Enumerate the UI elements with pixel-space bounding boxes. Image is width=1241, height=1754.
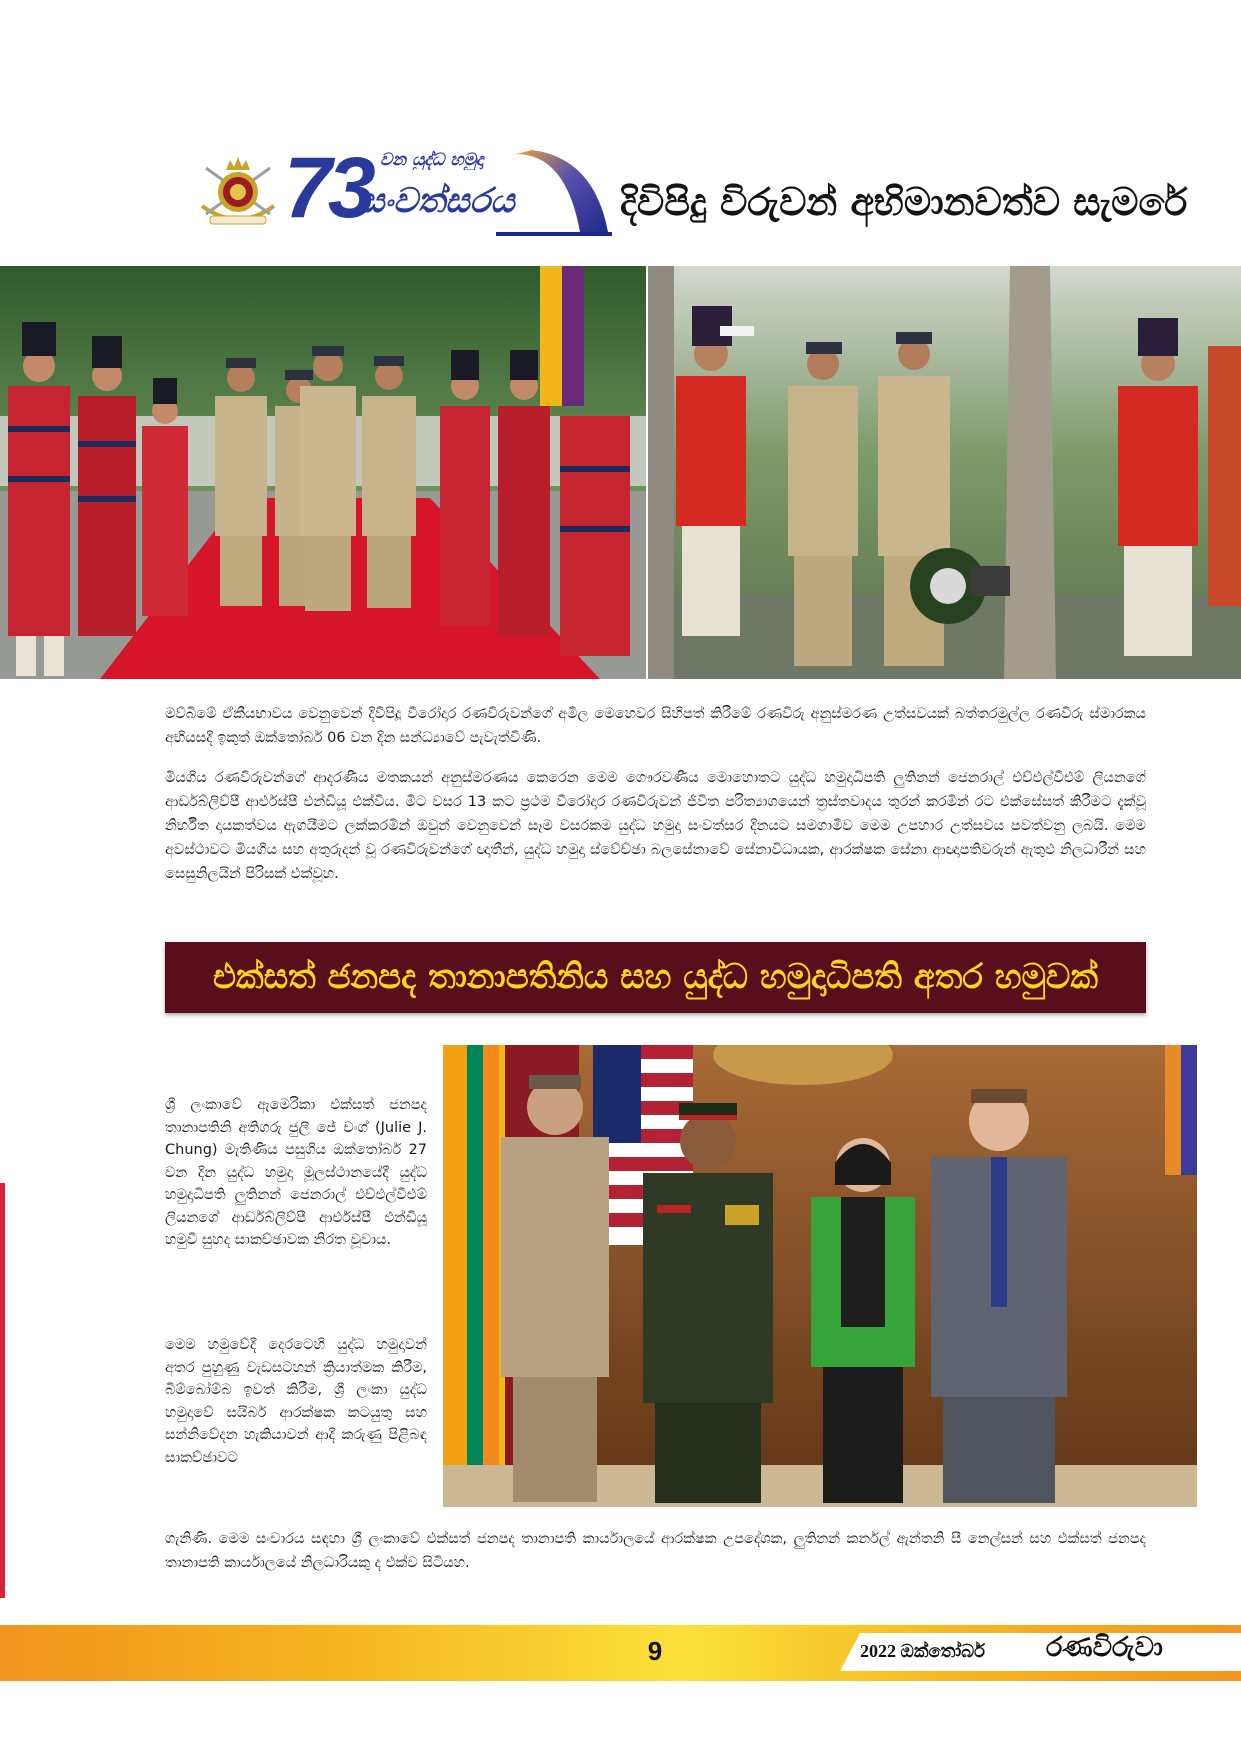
- article-paragraph: මව්බිමේ ඒකීයභාවය වෙනුවෙන් දිවිපිදූ වීරෝදාර රණවිරුවන්ගේ අමිල මෙහෙවර සිහිපත් කිරීමේ රණවිරු අනුස්මරණ උත්සවයක් බත්තරමුල්ල රණවිරු ස්මාරකය අභියසදී ඉකුත් ඔක්තෝබර් 06 වන දින සන්ධ්‍යාවේ පැවැත්විණි.: [165, 706, 1146, 746]
- logo-prefix-text: වන යුද්ධ හමුදා: [380, 150, 484, 170]
- magazine-name: රණවිරුවා: [1046, 1632, 1163, 1663]
- section-heading-banner: [165, 942, 1146, 1013]
- photo-salute-at-memorial: [648, 266, 1241, 679]
- page-title: දිවිපිදු විරුවන් අභිමානවත්ව සැමරේ: [620, 180, 1188, 224]
- article-continuation: ගැනිණි. මෙම සංචාරය සඳහා ශ්‍රී ලංකාවේ එක්සත් ජනපද තානාපති කාර්යාලයේ ආරක්ෂක උපදේශක, ලුතිනන් කර්නල් ඇන්තනි සී නෙල්සන් සහ එක්සත් ජනපද තානාපති කාර්යාලයේ නිලධාරියකු ද එක්ව සිටියහ.: [165, 1531, 1146, 1571]
- page-edge-strip: [0, 1183, 5, 1598]
- photo-ceremony-procession: [0, 266, 646, 679]
- officer-figure: [788, 342, 858, 666]
- section-heading: එක්සත් ජනපද තානාපතිනිය සහ යුද්ධ හමුදාධිපති අතර හමුවක්: [213, 957, 1098, 997]
- issue-date: 2022 ඔක්තෝබර්: [860, 1641, 985, 1661]
- article-column-paragraph: මෙම හමුවේදී දෙරටෙහි යුද්ධ හමුදාවන් අතර පුහුණු වැඩසටහන් ක්‍රියාත්මක කිරීම, බිම්බෝම්බ ඉවත් කිරීම, ශ්‍රී ලංකා යුද්ධ හමුදාවේ සයිබර් ආරක්ෂක කටයුතු සහ සන්නිවේදන හැකියාවන් ආදී කරුණු පිළිබඳ සාකච්ඡාවට: [165, 1337, 427, 1466]
- stone-pillar: [1004, 266, 1056, 679]
- army-emblem-icon: [196, 154, 280, 234]
- article-column-paragraph: ශ්‍රී ලංකාවේ ඇමෙරිකා එක්සත් ජනපද තානාපතිනි අතිගරු ජුලී ජේ චංග් (Julie J. Chung) මැතිණිය පසුගිය ඔක්තෝබර් 27 වන දින යුද්ධ හමුදා මූලස්ථානයේදී යුද්ධ හමුදාධිපති ලුතිනන් ජෙනරාල් එච්එල්වීඑම් ලියනගේ ආර්ඩබ්ලිව්පී ආර්එස්පී එන්ඩියූ හමුවී සුහද සාකච්ඡාවක නිරත වූවාය.: [165, 1097, 427, 1248]
- article-paragraph: මියගිය රණවිරුවන්ගේ ආදරණීය මතකයන් අනුස්මරණය කෙරෙන මෙම ගෞරවණීය මොහොතට යුද්ධ හමුදාධිපති ලුතිනන් ජෙනරාල් එච්එල්වීඑම් ලියනගේ ආර්ඩබ්ලිව්පී ආර්එස්පී එන්ඩියූ එක්විය. මීට වසර 13 කට ප්‍රථම වීරෝදාර රණවිරුවන් ජීවිත පරිත්‍යාගයෙන් ත්‍රස්තවාදය තුරන් කරමින් රට එක්සේසත් කිරීමට දැක්වූ නිර්භීත දායකත්වය ඇගයීමට ලක්කරමින් ඔවුන් වෙනුවෙන් සෑම වසරකම යුද්ධ හමුදා සංවත්සර දිනයට සමගාමීව මෙම උපහාර උත්සවය පවත්වනු ලබයි. මෙම අවස්ථාවට මියගිය සහ අතුරුදන් වූ රණවිරුවන්ගේ ඥාතීන්, යුද්ධ හමුදා ස්වේච්ඡා බලසේනාවේ සේනාවිධායක, ආරක්ෂක සේනා ආඥාපතිවරුන් ඇතුළු නිලධාරීන් සහ සෙසුනිලයින් පිරිසක් එක්වූහ.: [165, 770, 1146, 882]
- logo-anniversary-word: සංවත්සරය: [360, 181, 515, 221]
- stone-pillar: [648, 266, 674, 679]
- page-number: 9: [647, 1636, 663, 1666]
- photo-ambassador-meeting: [443, 1045, 1197, 1507]
- person-soldier-beige: [501, 1075, 609, 1502]
- photo-strip: [0, 266, 1241, 679]
- piper-figure: [560, 416, 630, 656]
- logo-anniversary-number: 73: [284, 140, 372, 236]
- logo-swoosh-graphic: [496, 148, 612, 238]
